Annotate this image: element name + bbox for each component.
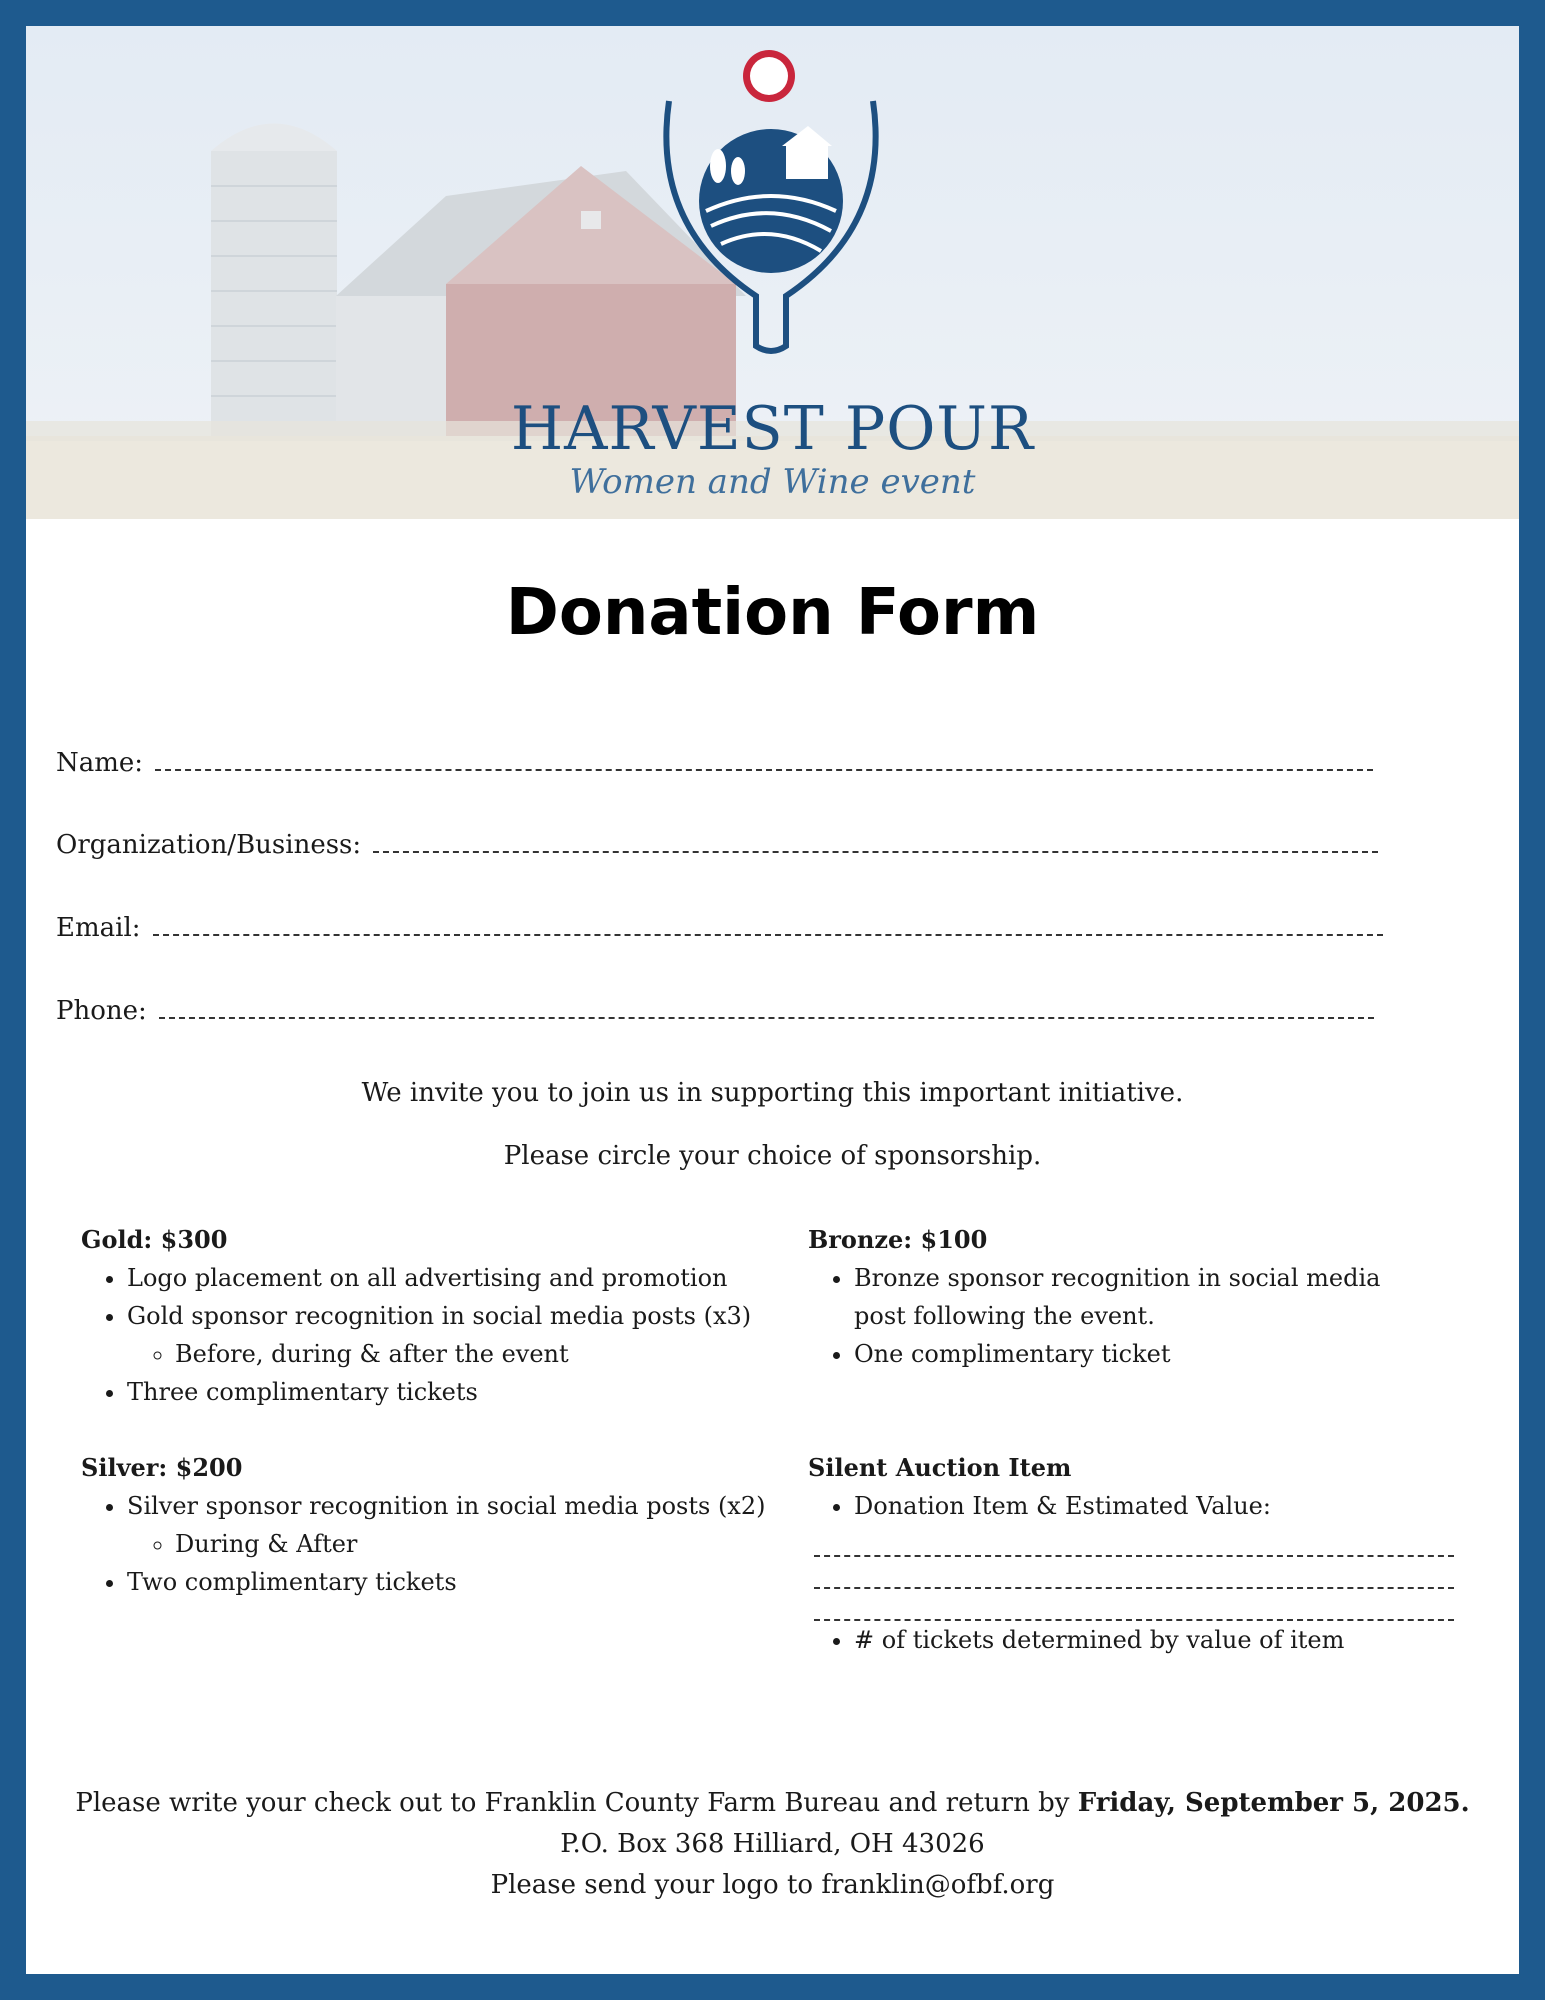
- auction-line-1[interactable]: [814, 1525, 1454, 1557]
- auction-item: • # of tickets determined by value of item: [854, 1621, 1488, 1659]
- silver-tier[interactable]: [81, 1449, 801, 1601]
- phone-line[interactable]: [159, 997, 1374, 1019]
- organization-label: Organization/Business:: [56, 830, 362, 860]
- email-field[interactable]: [56, 913, 1383, 943]
- auction-line-2[interactable]: [814, 1557, 1454, 1589]
- gold-item: • Three complimentary tickets: [127, 1373, 781, 1411]
- farm-banner-image: [26, 26, 1519, 519]
- email-line[interactable]: [153, 914, 1383, 936]
- auction-line-3[interactable]: [814, 1589, 1454, 1621]
- donation-form-page: [26, 26, 1519, 1974]
- deadline: Friday, September 5, 2025.: [1077, 1788, 1470, 1818]
- footer: [26, 1783, 1519, 1906]
- gold-heading: Gold: $300: [81, 1225, 228, 1254]
- name-line[interactable]: [155, 749, 1373, 771]
- name-field[interactable]: [56, 748, 1373, 778]
- silver-item: • Two complimentary tickets: [127, 1563, 801, 1601]
- intro-line-1: We invite you to join us in supporting this important initiative.: [361, 1078, 1184, 1108]
- bronze-heading: Bronze: $100: [808, 1225, 988, 1254]
- footer-address: P.O. Box 368 Hilliard, OH 43026: [560, 1829, 985, 1859]
- intro-line-2: Please circle your choice of sponsorship.: [503, 1141, 1042, 1171]
- bronze-tier[interactable]: [808, 1221, 1438, 1373]
- bronze-item: • Bronze sponsor recognition in social media post following the event.: [854, 1259, 1438, 1335]
- gold-tier[interactable]: [81, 1221, 781, 1411]
- phone-field[interactable]: [56, 996, 1374, 1026]
- organization-line[interactable]: [373, 831, 1378, 853]
- brand-title: HARVEST POUR: [510, 394, 1035, 464]
- auction-item: • Donation Item & Estimated Value:: [854, 1487, 1488, 1525]
- gold-item: • Logo placement on all advertising and promotion: [127, 1259, 781, 1297]
- organization-field[interactable]: [56, 830, 1378, 860]
- silver-heading: Silver: $200: [81, 1453, 243, 1482]
- footer-line-1: Please write your check out to Franklin County Farm Bureau and return by Friday, September 5, 2025.: [75, 1788, 1470, 1818]
- gold-item: • Gold sponsor recognition in social media posts (x3) ◦ Before, during & after the event: [127, 1297, 781, 1373]
- name-label: Name:: [56, 748, 144, 778]
- email-label: Email:: [56, 913, 141, 943]
- silver-item: • Silver sponsor recognition in social media posts (x2) ◦ During & After: [127, 1487, 801, 1563]
- footer-email: Please send your logo to franklin@ofbf.org: [490, 1870, 1055, 1900]
- phone-label: Phone:: [56, 996, 147, 1026]
- auction-heading: Silent Auction Item: [808, 1453, 1072, 1482]
- bronze-item: • One complimentary ticket: [854, 1335, 1438, 1373]
- brand-subtitle: Women and Wine event: [569, 462, 976, 502]
- silver-subitem: ◦ During & After: [175, 1525, 801, 1563]
- gold-subitem: ◦ Before, during & after the event: [175, 1335, 781, 1373]
- page-title: Donation Form: [505, 576, 1040, 650]
- silent-auction-section[interactable]: [808, 1449, 1488, 1659]
